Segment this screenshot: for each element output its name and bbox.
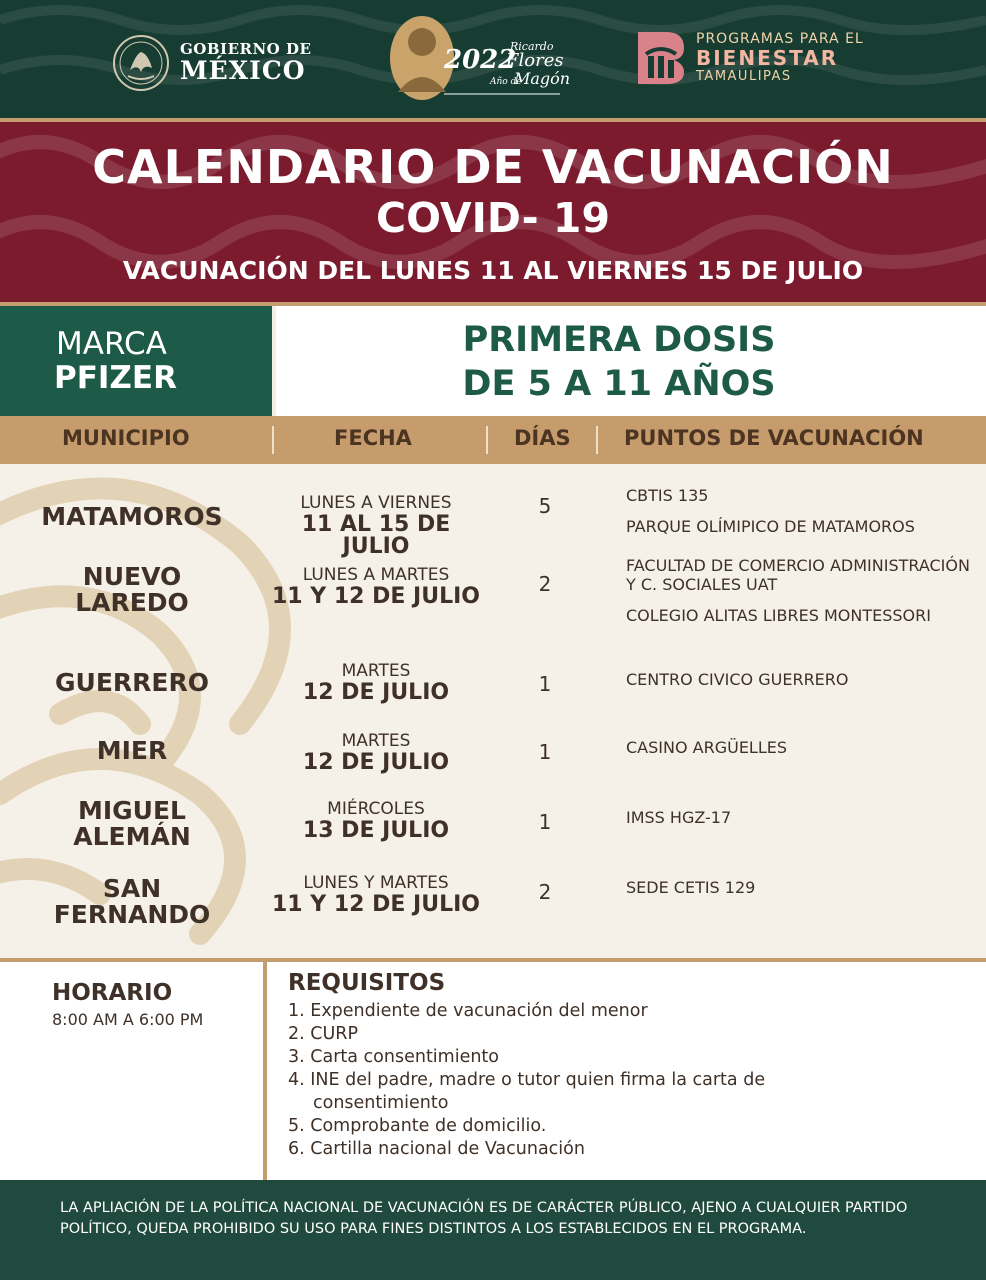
column-header-fecha: FECHA <box>334 426 412 450</box>
dias-cell: 1 <box>538 740 552 764</box>
puntos-cell <box>626 556 976 637</box>
puntos-cell <box>626 670 976 701</box>
horario-value: 8:00 AM A 6:00 PM <box>52 1010 204 1029</box>
vaccination-point: CASINO ARGÜELLES <box>626 738 788 757</box>
fecha-dates: 11 Y 12 DE JULIO <box>271 892 481 917</box>
vaccination-point: IMSS HGZ-17 <box>626 808 732 827</box>
list-item: 6. Cartilla nacional de Vacunación <box>288 1139 585 1159</box>
column-separator <box>486 426 488 454</box>
column-header-municipio: MUNICIPIO <box>62 426 190 450</box>
fecha-days: LUNES Y MARTES <box>303 873 449 893</box>
column-header-dias: DÍAS <box>514 426 571 450</box>
municipio-line: GUERRERO <box>55 668 209 697</box>
list-item: 5. Comprobante de domicilio. <box>288 1116 547 1136</box>
vaccination-point: PARQUE OLÍMIPICO DE MATAMOROS <box>626 517 915 536</box>
page-title-line2: COVID- 19 <box>376 194 610 242</box>
municipio-line: SAN <box>102 874 162 903</box>
footer-disclaimer <box>0 1180 986 1280</box>
dose-panel <box>276 306 986 416</box>
dias-cell: 5 <box>538 494 552 518</box>
brand-name: PFIZER <box>54 360 177 396</box>
list-item: 2. CURP <box>288 1024 358 1044</box>
fecha-days: LUNES A MARTES <box>302 565 450 585</box>
gobierno-line1: GOBIERNO DE <box>180 40 312 58</box>
header-bar <box>0 0 986 118</box>
page-title: CALENDARIO DE VACUNACIÓN <box>92 140 894 194</box>
requisitos-list <box>288 1000 848 1161</box>
vaccine-brand-panel <box>0 306 272 416</box>
municipio-cell <box>14 738 250 764</box>
fecha-dates: 13 DE JULIO <box>302 818 450 843</box>
bienestar-line3: TAMAULIPAS <box>696 69 792 85</box>
mexico-seal-icon <box>112 34 170 92</box>
schedule-table <box>0 464 986 958</box>
vaccination-point: CBTIS 135 <box>626 486 709 505</box>
municipio-cell <box>14 798 250 850</box>
horario-title: HORARIO <box>52 980 173 1006</box>
gobierno-line2: MÉXICO <box>180 55 306 85</box>
fecha-cell <box>270 872 482 916</box>
svg-text:2022: 2022 <box>444 45 517 75</box>
fecha-cell <box>270 564 482 608</box>
fecha-dates: 11 AL 15 DE JULIO <box>301 512 451 559</box>
info-section <box>0 962 986 1180</box>
svg-text:Flores: Flores <box>506 50 564 71</box>
fecha-dates: 12 DE JULIO <box>302 680 450 705</box>
municipio-line: MIER <box>96 736 168 765</box>
page-subtitle: VACUNACIÓN DEL LUNES 11 AL VIERNES 15 DE JULIO <box>122 256 864 285</box>
gobierno-mexico-logo <box>112 34 311 92</box>
fecha-days: MIÉRCOLES <box>327 799 425 819</box>
municipio-line: LAREDO <box>75 588 189 617</box>
list-item: 1. Expendiente de vacunación del menor <box>288 1001 648 1021</box>
svg-text:Ricardo: Ricardo <box>510 40 554 53</box>
vaccination-point: COLEGIO ALITAS LIBRES MONTESSORI <box>626 606 931 625</box>
year-2022-logo <box>378 12 571 104</box>
municipio-line: FERNANDO <box>53 900 211 929</box>
fecha-days: MARTES <box>341 731 411 751</box>
bienestar-line2: BIENESTAR <box>696 46 839 71</box>
dose-line2: DE 5 A 11 AÑOS <box>462 364 776 404</box>
municipio-cell <box>14 504 250 530</box>
column-header-puntos: PUNTOS DE VACUNACIÓN <box>624 426 924 450</box>
fecha-cell <box>270 492 482 558</box>
bienestar-line1: PROGRAMAS PARA EL <box>696 30 864 47</box>
list-item: 4. INE del padre, madre o tutor quien firma la carta de <box>288 1070 766 1090</box>
list-item: 3. Carta consentimiento <box>288 1047 499 1067</box>
municipio-line: NUEVO <box>82 562 182 591</box>
fecha-cell <box>270 660 482 704</box>
municipio-line: ALEMÁN <box>73 822 191 851</box>
vaccination-point: SEDE CETIS 129 <box>626 878 756 897</box>
municipio-cell <box>14 876 250 928</box>
fecha-days: LUNES A VIERNES <box>300 493 452 513</box>
list-item: consentimiento <box>313 1093 449 1113</box>
table-header <box>0 416 986 464</box>
column-separator <box>272 426 274 454</box>
dose-line1: PRIMERA DOSIS <box>462 320 776 360</box>
municipio-line: MATAMOROS <box>41 502 223 531</box>
svg-text:Año de: Año de <box>490 77 522 87</box>
dias-cell: 1 <box>538 810 552 834</box>
disclaimer-text: LA APLIACIÓN DE LA POLÍTICA NACIONAL DE VACUNACIÓN ES DE CARÁCTER PÚBLICO, AJENO A CUALQUIER PARTIDO POLÍTICO, QUEDA PROHIBIDO SU USO PARA FINES DISTINTOS A LOS ESTABLECIDOS EN EL PROGRAMA. <box>60 1200 908 1237</box>
dias-cell: 2 <box>538 572 552 596</box>
municipio-cell <box>14 670 250 696</box>
brand-label: MARCA <box>56 326 167 362</box>
fecha-cell <box>270 798 482 842</box>
puntos-cell <box>626 878 976 909</box>
puntos-cell <box>626 486 976 548</box>
municipio-cell <box>14 564 250 616</box>
puntos-cell <box>626 808 976 839</box>
dias-cell: 2 <box>538 880 552 904</box>
requisitos-title: REQUISITOS <box>288 970 446 996</box>
fecha-days: MARTES <box>341 661 411 681</box>
bienestar-icon <box>636 30 686 86</box>
fecha-dates: 12 DE JULIO <box>302 750 450 775</box>
vaccination-point: CENTRO CIVICO GUERRERO <box>626 670 849 689</box>
vaccination-point: FACULTAD DE COMERCIO ADMINISTRACIÓN Y C. SOCIALES UAT <box>626 556 970 594</box>
puntos-cell <box>626 738 976 769</box>
bienestar-logo <box>636 30 864 86</box>
vertical-divider <box>263 962 267 1180</box>
title-band <box>0 122 986 302</box>
svg-text:Magón: Magón <box>514 69 571 88</box>
column-separator <box>596 426 598 454</box>
dias-cell: 1 <box>538 672 552 696</box>
fecha-cell <box>270 730 482 774</box>
fecha-dates: 11 Y 12 DE JULIO <box>271 584 481 609</box>
municipio-line: MIGUEL <box>77 796 186 825</box>
